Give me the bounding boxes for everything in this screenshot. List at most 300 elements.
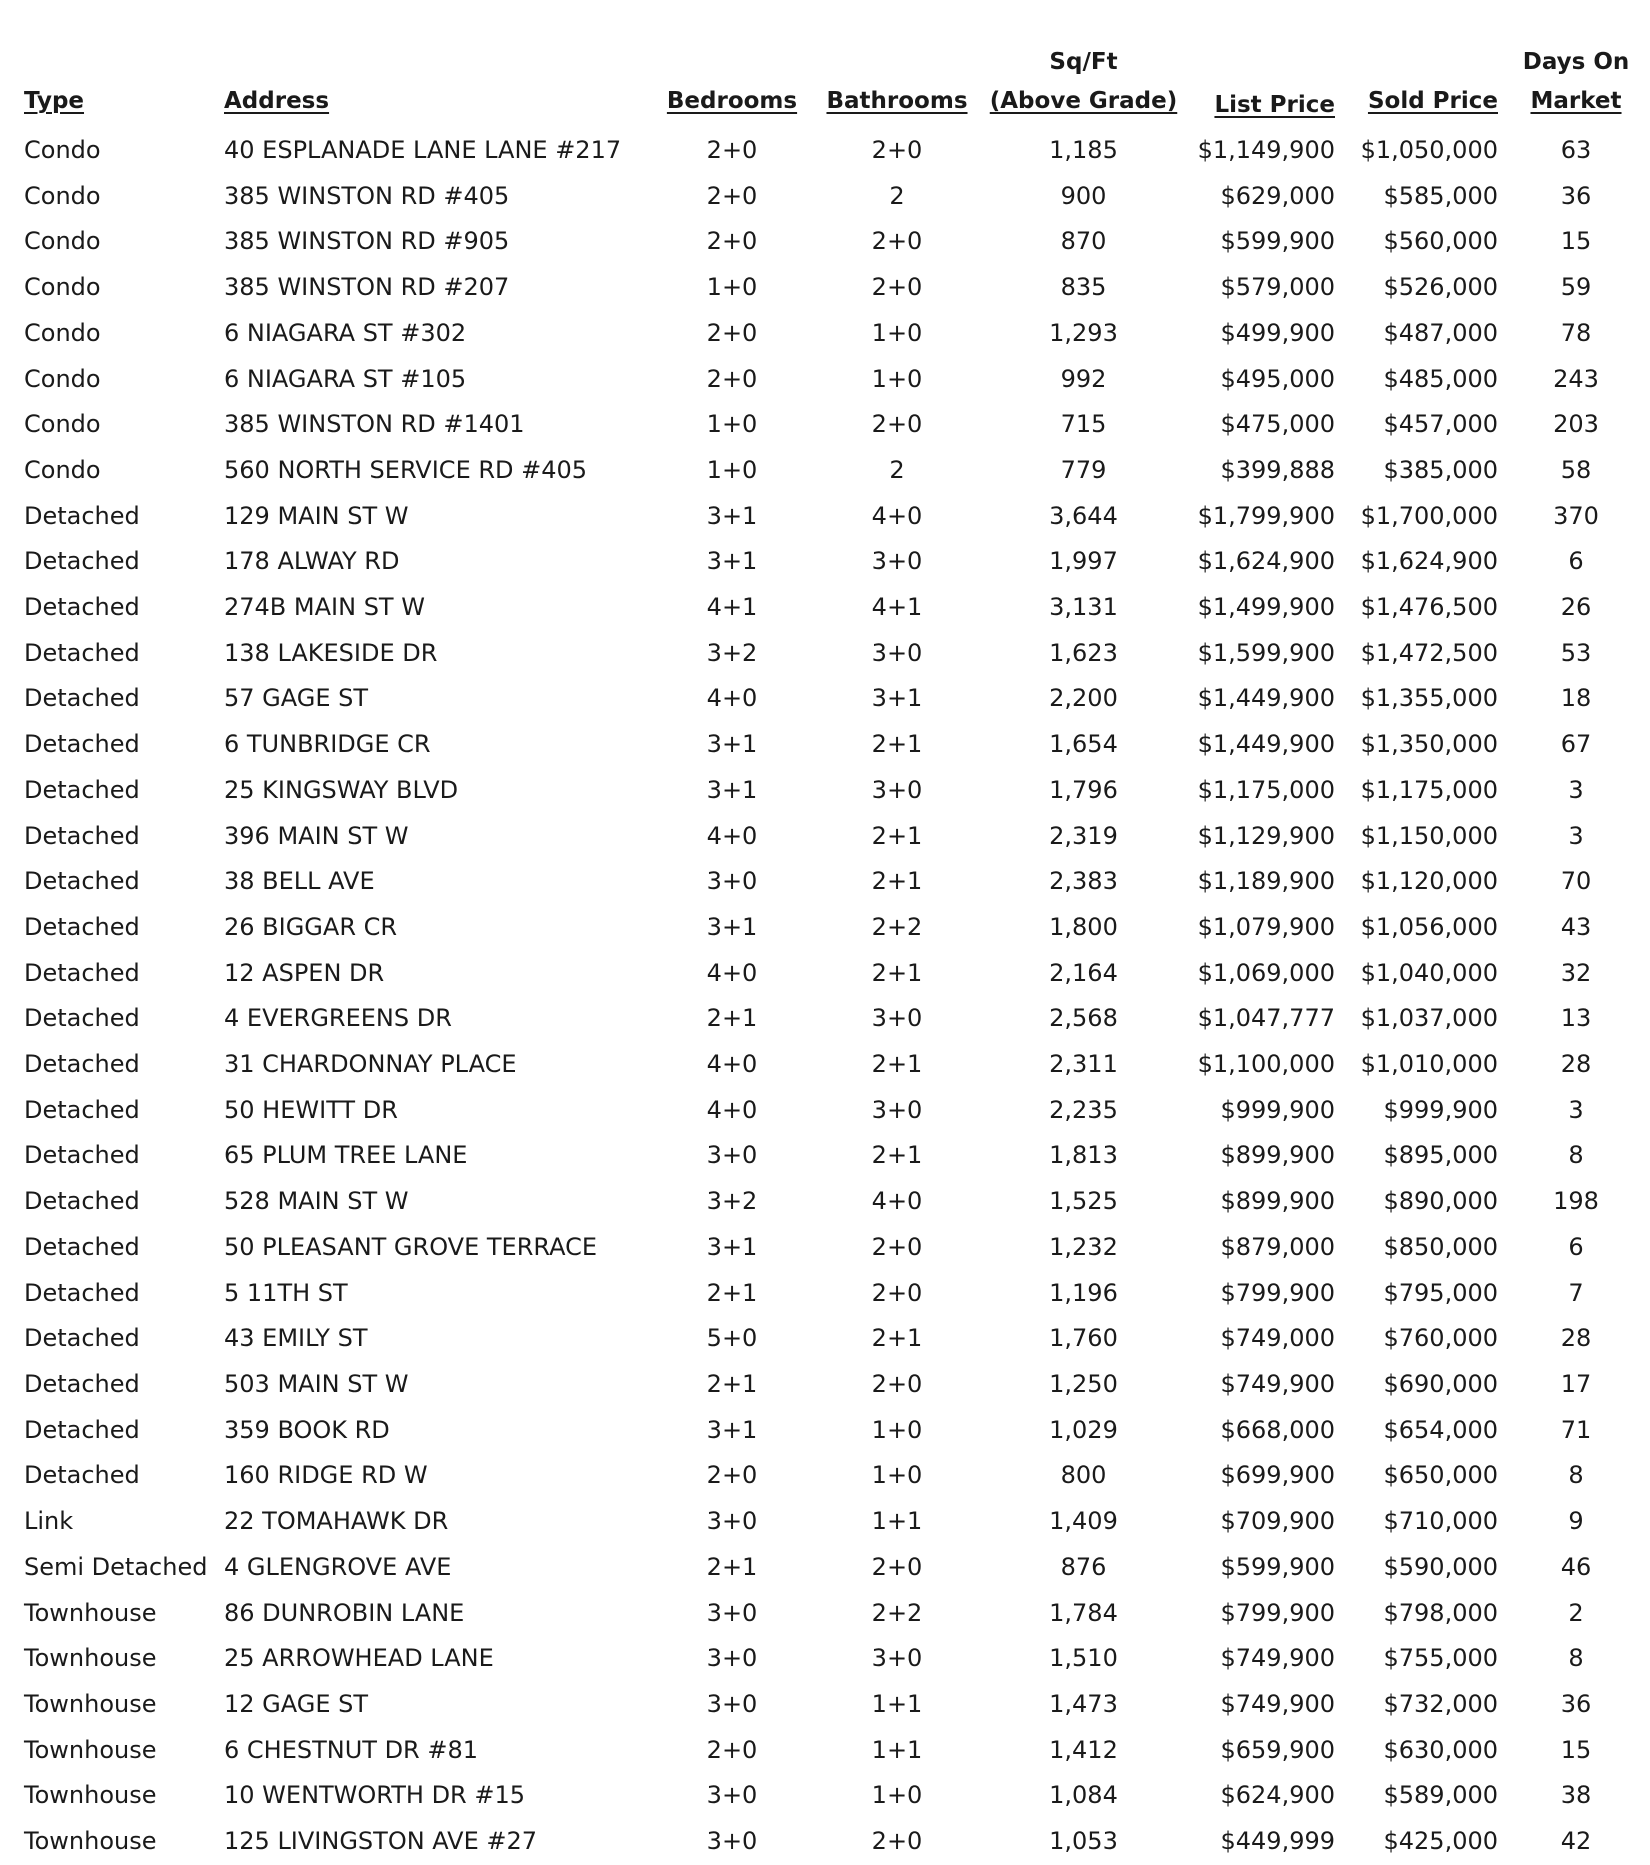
table-row (14, 1179, 1644, 1225)
table-row (14, 676, 1644, 722)
cell-list-price: $799,900 (1220, 1278, 1335, 1307)
cell-type: Semi Detached (24, 1552, 208, 1581)
cell-bedrooms: 3+0 (706, 1781, 758, 1810)
cell-bedrooms: 2+1 (706, 1369, 758, 1398)
cell-days-on-market: 8 (1568, 1644, 1584, 1673)
table-row (14, 1545, 1644, 1591)
cell-bathrooms: 2+1 (871, 958, 923, 987)
cell-type: Link (24, 1507, 74, 1536)
cell-bathrooms: 2+0 (871, 1369, 923, 1398)
cell-sold-price: $526,000 (1383, 273, 1498, 302)
cell-address: 12 GAGE ST (224, 1689, 369, 1718)
cell-bathrooms: 3+1 (871, 684, 923, 713)
cell-list-price: $1,069,000 (1197, 958, 1335, 987)
cell-bedrooms: 3+0 (706, 1689, 758, 1718)
cell-bedrooms: 1+0 (706, 410, 758, 439)
cell-sold-price: $1,350,000 (1360, 730, 1498, 759)
table-row (14, 1316, 1644, 1362)
cell-bedrooms: 2+1 (706, 1278, 758, 1307)
cell-type: Detached (24, 1187, 140, 1216)
cell-days-on-market: 59 (1560, 273, 1592, 302)
cell-days-on-market: 78 (1560, 318, 1592, 347)
header-bedrooms (652, 14, 812, 128)
cell-list-price: $495,000 (1220, 364, 1335, 393)
cell-list-price: $749,000 (1220, 1324, 1335, 1353)
cell-bathrooms: 1+1 (871, 1507, 923, 1536)
table-row (14, 1453, 1644, 1499)
header-dom-line1: Days On (1522, 49, 1630, 75)
cell-address: 396 MAIN ST W (224, 821, 409, 850)
cell-days-on-market: 7 (1568, 1278, 1584, 1307)
cell-bedrooms: 3+1 (706, 1415, 758, 1444)
cell-sqft: 1,800 (1049, 912, 1118, 941)
cell-bedrooms: 3+1 (706, 501, 758, 530)
cell-type: Detached (24, 867, 140, 896)
cell-sold-price: $654,000 (1383, 1415, 1498, 1444)
cell-address: 178 ALWAY RD (224, 547, 400, 576)
cell-sold-price: $760,000 (1383, 1324, 1498, 1353)
cell-bedrooms: 4+0 (706, 958, 758, 987)
cell-type: Condo (24, 273, 101, 302)
cell-sqft: 1,813 (1049, 1141, 1118, 1170)
table-row (14, 357, 1644, 403)
table-row (14, 1819, 1644, 1865)
cell-type: Condo (24, 410, 101, 439)
table-row (14, 448, 1644, 494)
cell-bedrooms: 1+0 (706, 273, 758, 302)
cell-address: 4 EVERGREENS DR (224, 1004, 452, 1033)
cell-list-price: $1,189,900 (1197, 867, 1335, 896)
cell-bathrooms: 4+0 (871, 501, 923, 530)
cell-list-price: $1,129,900 (1197, 821, 1335, 850)
cell-sold-price: $999,900 (1383, 1095, 1498, 1124)
cell-list-price: $399,888 (1220, 455, 1335, 484)
cell-days-on-market: 18 (1560, 684, 1592, 713)
cell-days-on-market: 15 (1560, 227, 1592, 256)
cell-list-price: $475,000 (1220, 410, 1335, 439)
cell-address: 26 BIGGAR CR (224, 912, 398, 941)
cell-sqft: 800 (1060, 1461, 1107, 1490)
cell-sold-price: $457,000 (1383, 410, 1498, 439)
cell-sqft: 835 (1060, 273, 1107, 302)
cell-sold-price: $1,040,000 (1360, 958, 1498, 987)
cell-bedrooms: 3+0 (706, 1141, 758, 1170)
cell-list-price: $579,000 (1220, 273, 1335, 302)
cell-address: 6 NIAGARA ST #105 (224, 364, 467, 393)
cell-list-price: $1,599,900 (1197, 638, 1335, 667)
cell-type: Condo (24, 136, 101, 164)
cell-address: 25 ARROWHEAD LANE (224, 1644, 494, 1673)
cell-type: Condo (24, 455, 101, 484)
cell-sqft: 1,784 (1049, 1598, 1118, 1627)
cell-days-on-market: 36 (1560, 181, 1592, 210)
cell-type: Detached (24, 1278, 140, 1307)
cell-bedrooms: 2+1 (706, 1004, 758, 1033)
cell-address: 274B MAIN ST W (224, 593, 425, 622)
cell-bathrooms: 1+0 (871, 1461, 923, 1490)
table-header (14, 14, 1644, 128)
cell-address: 129 MAIN ST W (224, 501, 409, 530)
cell-address: 6 NIAGARA ST #302 (224, 318, 467, 347)
cell-type: Detached (24, 912, 140, 941)
cell-list-price: $1,175,000 (1197, 775, 1335, 804)
cell-list-price: $1,499,900 (1197, 593, 1335, 622)
cell-sqft: 1,510 (1049, 1644, 1118, 1673)
cell-bathrooms: 2+1 (871, 1050, 923, 1079)
cell-days-on-market: 26 (1560, 593, 1592, 622)
cell-address: 12 ASPEN DR (224, 958, 385, 987)
table-row (14, 1362, 1644, 1408)
cell-sold-price: $1,700,000 (1360, 501, 1498, 530)
cell-days-on-market: 8 (1568, 1461, 1584, 1490)
cell-list-price: $749,900 (1220, 1644, 1335, 1673)
cell-sold-price: $1,056,000 (1360, 912, 1498, 941)
cell-days-on-market: 53 (1560, 638, 1592, 667)
cell-sqft: 1,232 (1049, 1232, 1118, 1261)
cell-list-price: $1,149,900 (1197, 136, 1335, 164)
cell-bathrooms: 3+0 (871, 547, 923, 576)
cell-sqft: 1,412 (1049, 1735, 1118, 1764)
cell-bedrooms: 3+2 (706, 1187, 758, 1216)
cell-address: 50 PLEASANT GROVE TERRACE (224, 1232, 598, 1261)
cell-sqft: 1,623 (1049, 638, 1118, 667)
header-sqft-line1: Sq/Ft (1049, 49, 1118, 75)
cell-bathrooms: 4+0 (871, 1187, 923, 1216)
cell-sold-price: $1,037,000 (1360, 1004, 1498, 1033)
cell-type: Detached (24, 1324, 140, 1353)
cell-list-price: $1,047,777 (1197, 1004, 1335, 1033)
table-row (14, 1728, 1644, 1774)
header-sold-price (1345, 14, 1508, 128)
cell-sold-price: $895,000 (1383, 1141, 1498, 1170)
cell-sqft: 1,084 (1049, 1781, 1118, 1810)
cell-days-on-market: 28 (1560, 1324, 1592, 1353)
cell-type: Detached (24, 1415, 140, 1444)
cell-sold-price: $690,000 (1383, 1369, 1498, 1398)
cell-list-price: $799,900 (1220, 1598, 1335, 1627)
cell-address: 5 11TH ST (224, 1278, 348, 1307)
cell-list-price: $599,900 (1220, 227, 1335, 256)
cell-list-price: $629,000 (1220, 181, 1335, 210)
cell-list-price: $899,900 (1220, 1187, 1335, 1216)
cell-bedrooms: 3+0 (706, 1507, 758, 1536)
cell-bedrooms: 4+0 (706, 821, 758, 850)
cell-bathrooms: 2+0 (871, 1827, 923, 1856)
header-bedrooms-label: Bedrooms (666, 88, 798, 114)
table-row (14, 1591, 1644, 1637)
table-row (14, 402, 1644, 448)
cell-days-on-market: 63 (1560, 136, 1592, 164)
cell-address: 22 TOMAHAWK DR (224, 1507, 449, 1536)
cell-bedrooms: 5+0 (706, 1324, 758, 1353)
cell-bathrooms: 2+1 (871, 730, 923, 759)
cell-sold-price: $1,476,500 (1360, 593, 1498, 622)
header-bathrooms-label: Bathrooms (826, 88, 968, 114)
cell-list-price: $668,000 (1220, 1415, 1335, 1444)
cell-days-on-market: 370 (1553, 501, 1599, 530)
cell-bathrooms: 2+1 (871, 867, 923, 896)
cell-days-on-market: 67 (1560, 730, 1592, 759)
cell-list-price: $1,100,000 (1197, 1050, 1335, 1079)
cell-type: Detached (24, 593, 140, 622)
cell-list-price: $599,900 (1220, 1552, 1335, 1581)
header-bathrooms (812, 14, 982, 128)
cell-days-on-market: 3 (1568, 775, 1584, 804)
cell-address: 560 NORTH SERVICE RD #405 (224, 455, 588, 484)
cell-sqft: 2,311 (1049, 1050, 1118, 1079)
cell-address: 57 GAGE ST (224, 684, 369, 713)
cell-type: Detached (24, 958, 140, 987)
cell-bathrooms: 3+0 (871, 1644, 923, 1673)
table-row (14, 311, 1644, 357)
cell-bathrooms: 2+2 (871, 1598, 923, 1627)
cell-days-on-market: 15 (1560, 1735, 1592, 1764)
cell-sold-price: $385,000 (1383, 455, 1498, 484)
header-row (14, 14, 1644, 128)
table-row (14, 128, 1644, 174)
cell-address: 50 HEWITT DR (224, 1095, 398, 1124)
table-row (14, 951, 1644, 997)
cell-sold-price: $589,000 (1383, 1781, 1498, 1810)
cell-type: Detached (24, 1232, 140, 1261)
cell-sold-price: $1,175,000 (1360, 775, 1498, 804)
cell-sold-price: $850,000 (1383, 1232, 1498, 1261)
cell-days-on-market: 198 (1553, 1187, 1599, 1216)
header-address-label: Address (224, 88, 330, 114)
cell-address: 65 PLUM TREE LANE (224, 1141, 468, 1170)
sold-listings-table (14, 14, 1644, 1865)
cell-bedrooms: 2+0 (706, 364, 758, 393)
cell-sold-price: $755,000 (1383, 1644, 1498, 1673)
cell-bedrooms: 2+0 (706, 227, 758, 256)
cell-list-price: $899,900 (1220, 1141, 1335, 1170)
cell-bathrooms: 2+0 (871, 1278, 923, 1307)
cell-sold-price: $630,000 (1383, 1735, 1498, 1764)
cell-type: Townhouse (24, 1598, 157, 1627)
cell-type: Detached (24, 1461, 140, 1490)
cell-bathrooms: 4+1 (871, 593, 923, 622)
cell-type: Detached (24, 638, 140, 667)
cell-type: Detached (24, 730, 140, 759)
cell-address: 10 WENTWORTH DR #15 (224, 1781, 525, 1810)
cell-type: Detached (24, 1369, 140, 1398)
cell-address: 40 ESPLANADE LANE LANE #217 (224, 136, 622, 164)
cell-bedrooms: 3+1 (706, 547, 758, 576)
cell-sqft: 2,235 (1049, 1095, 1118, 1124)
cell-list-price: $709,900 (1220, 1507, 1335, 1536)
cell-days-on-market: 2 (1568, 1598, 1584, 1627)
cell-bathrooms: 2+0 (871, 227, 923, 256)
cell-address: 385 WINSTON RD #405 (224, 181, 510, 210)
cell-days-on-market: 243 (1553, 364, 1599, 393)
table-row (14, 1042, 1644, 1088)
cell-bathrooms: 2 (889, 455, 905, 484)
header-type-label: Type (24, 88, 85, 114)
header-sqft (982, 14, 1185, 128)
cell-sqft: 1,796 (1049, 775, 1118, 804)
cell-bedrooms: 4+0 (706, 1050, 758, 1079)
cell-sqft: 1,293 (1049, 318, 1118, 347)
cell-address: 4 GLENGROVE AVE (224, 1552, 452, 1581)
cell-address: 31 CHARDONNAY PLACE (224, 1050, 517, 1079)
cell-sqft: 1,185 (1049, 136, 1118, 164)
cell-sqft: 3,131 (1049, 593, 1118, 622)
cell-bedrooms: 3+0 (706, 1644, 758, 1673)
cell-sold-price: $560,000 (1383, 227, 1498, 256)
cell-list-price: $999,900 (1220, 1095, 1335, 1124)
table-row (14, 996, 1644, 1042)
cell-bedrooms: 2+0 (706, 181, 758, 210)
cell-bathrooms: 1+0 (871, 1415, 923, 1444)
table-row (14, 1088, 1644, 1134)
cell-type: Condo (24, 318, 101, 347)
cell-sqft: 992 (1060, 364, 1107, 393)
cell-type: Condo (24, 181, 101, 210)
cell-type: Detached (24, 547, 140, 576)
cell-bathrooms: 2+2 (871, 912, 923, 941)
cell-days-on-market: 203 (1553, 410, 1599, 439)
table-row (14, 1682, 1644, 1728)
cell-type: Detached (24, 775, 140, 804)
cell-days-on-market: 38 (1560, 1781, 1592, 1810)
cell-bathrooms: 2+0 (871, 136, 923, 164)
header-sqft-line2: (Above Grade) (989, 88, 1178, 114)
cell-address: 25 KINGSWAY BLVD (224, 775, 459, 804)
cell-sqft: 1,654 (1049, 730, 1118, 759)
cell-sold-price: $590,000 (1383, 1552, 1498, 1581)
cell-days-on-market: 36 (1560, 1689, 1592, 1718)
cell-bedrooms: 1+0 (706, 455, 758, 484)
table-row (14, 722, 1644, 768)
cell-days-on-market: 43 (1560, 912, 1592, 941)
cell-days-on-market: 13 (1560, 1004, 1592, 1033)
table-row (14, 631, 1644, 677)
cell-sqft: 1,196 (1049, 1278, 1118, 1307)
cell-days-on-market: 58 (1560, 455, 1592, 484)
cell-bedrooms: 4+1 (706, 593, 758, 622)
cell-bathrooms: 3+0 (871, 638, 923, 667)
cell-bedrooms: 3+1 (706, 1232, 758, 1261)
cell-sold-price: $732,000 (1383, 1689, 1498, 1718)
cell-list-price: $1,449,900 (1197, 730, 1335, 759)
table-row (14, 539, 1644, 585)
cell-sqft: 1,525 (1049, 1187, 1118, 1216)
cell-bathrooms: 1+1 (871, 1689, 923, 1718)
cell-sqft: 2,568 (1049, 1004, 1118, 1033)
cell-address: 38 BELL AVE (224, 867, 375, 896)
cell-address: 359 BOOK RD (224, 1415, 390, 1444)
cell-sqft: 1,473 (1049, 1689, 1118, 1718)
cell-address: 6 CHESTNUT DR #81 (224, 1735, 479, 1764)
cell-sold-price: $1,150,000 (1360, 821, 1498, 850)
table-body (14, 128, 1644, 1865)
cell-type: Detached (24, 1141, 140, 1170)
cell-bedrooms: 3+2 (706, 638, 758, 667)
cell-type: Townhouse (24, 1735, 157, 1764)
cell-sqft: 2,200 (1049, 684, 1118, 713)
cell-type: Detached (24, 1050, 140, 1079)
cell-bedrooms: 3+1 (706, 730, 758, 759)
cell-sold-price: $710,000 (1383, 1507, 1498, 1536)
cell-address: 43 EMILY ST (224, 1324, 368, 1353)
cell-sold-price: $795,000 (1383, 1278, 1498, 1307)
cell-sold-price: $487,000 (1383, 318, 1498, 347)
table-row (14, 174, 1644, 220)
header-list-price (1185, 14, 1345, 128)
cell-sqft: 1,250 (1049, 1369, 1118, 1398)
table-row (14, 814, 1644, 860)
cell-bedrooms: 3+0 (706, 1827, 758, 1856)
cell-address: 385 WINSTON RD #1401 (224, 410, 525, 439)
cell-bathrooms: 1+0 (871, 318, 923, 347)
cell-days-on-market: 42 (1560, 1827, 1592, 1856)
cell-days-on-market: 3 (1568, 821, 1584, 850)
cell-address: 528 MAIN ST W (224, 1187, 409, 1216)
cell-sold-price: $890,000 (1383, 1187, 1498, 1216)
cell-bathrooms: 2 (889, 181, 905, 210)
cell-days-on-market: 70 (1560, 867, 1592, 896)
cell-list-price: $1,079,900 (1197, 912, 1335, 941)
cell-list-price: $624,900 (1220, 1781, 1335, 1810)
cell-list-price: $879,000 (1220, 1232, 1335, 1261)
cell-bedrooms: 2+0 (706, 1735, 758, 1764)
cell-type: Condo (24, 227, 101, 256)
cell-bedrooms: 4+0 (706, 1095, 758, 1124)
cell-sqft: 1,997 (1049, 547, 1118, 576)
cell-bedrooms: 2+0 (706, 318, 758, 347)
cell-address: 503 MAIN ST W (224, 1369, 409, 1398)
table-row (14, 265, 1644, 311)
table-row (14, 1773, 1644, 1819)
header-days-on-market (1508, 14, 1644, 128)
cell-list-price: $749,900 (1220, 1369, 1335, 1398)
cell-bathrooms: 1+0 (871, 364, 923, 393)
cell-bathrooms: 2+0 (871, 1552, 923, 1581)
cell-sold-price: $1,010,000 (1360, 1050, 1498, 1079)
cell-bathrooms: 2+1 (871, 821, 923, 850)
cell-sold-price: $1,050,000 (1360, 136, 1498, 164)
cell-type: Townhouse (24, 1689, 157, 1718)
cell-sqft: 900 (1060, 181, 1107, 210)
cell-sqft: 2,319 (1049, 821, 1118, 850)
cell-sold-price: $650,000 (1383, 1461, 1498, 1490)
cell-bathrooms: 3+0 (871, 775, 923, 804)
cell-days-on-market: 9 (1568, 1507, 1584, 1536)
cell-bedrooms: 4+0 (706, 684, 758, 713)
cell-list-price: $749,900 (1220, 1689, 1335, 1718)
cell-days-on-market: 32 (1560, 958, 1592, 987)
cell-address: 138 LAKESIDE DR (224, 638, 438, 667)
cell-list-price: $449,999 (1220, 1827, 1335, 1856)
cell-sqft: 876 (1060, 1552, 1107, 1581)
cell-bedrooms: 2+1 (706, 1552, 758, 1581)
cell-bathrooms: 2+0 (871, 410, 923, 439)
cell-bathrooms: 2+1 (871, 1141, 923, 1170)
cell-bathrooms: 2+1 (871, 1324, 923, 1353)
table-row (14, 1133, 1644, 1179)
cell-bedrooms: 3+0 (706, 867, 758, 896)
cell-bedrooms: 3+1 (706, 775, 758, 804)
cell-bathrooms: 2+0 (871, 1232, 923, 1261)
table-row (14, 1225, 1644, 1271)
cell-type: Detached (24, 821, 140, 850)
cell-sold-price: $485,000 (1383, 364, 1498, 393)
cell-sqft: 2,164 (1049, 958, 1118, 987)
cell-sqft: 779 (1060, 455, 1107, 484)
table-row (14, 768, 1644, 814)
header-list-price-label: List Price (1214, 92, 1335, 118)
cell-sqft: 1,029 (1049, 1415, 1118, 1444)
